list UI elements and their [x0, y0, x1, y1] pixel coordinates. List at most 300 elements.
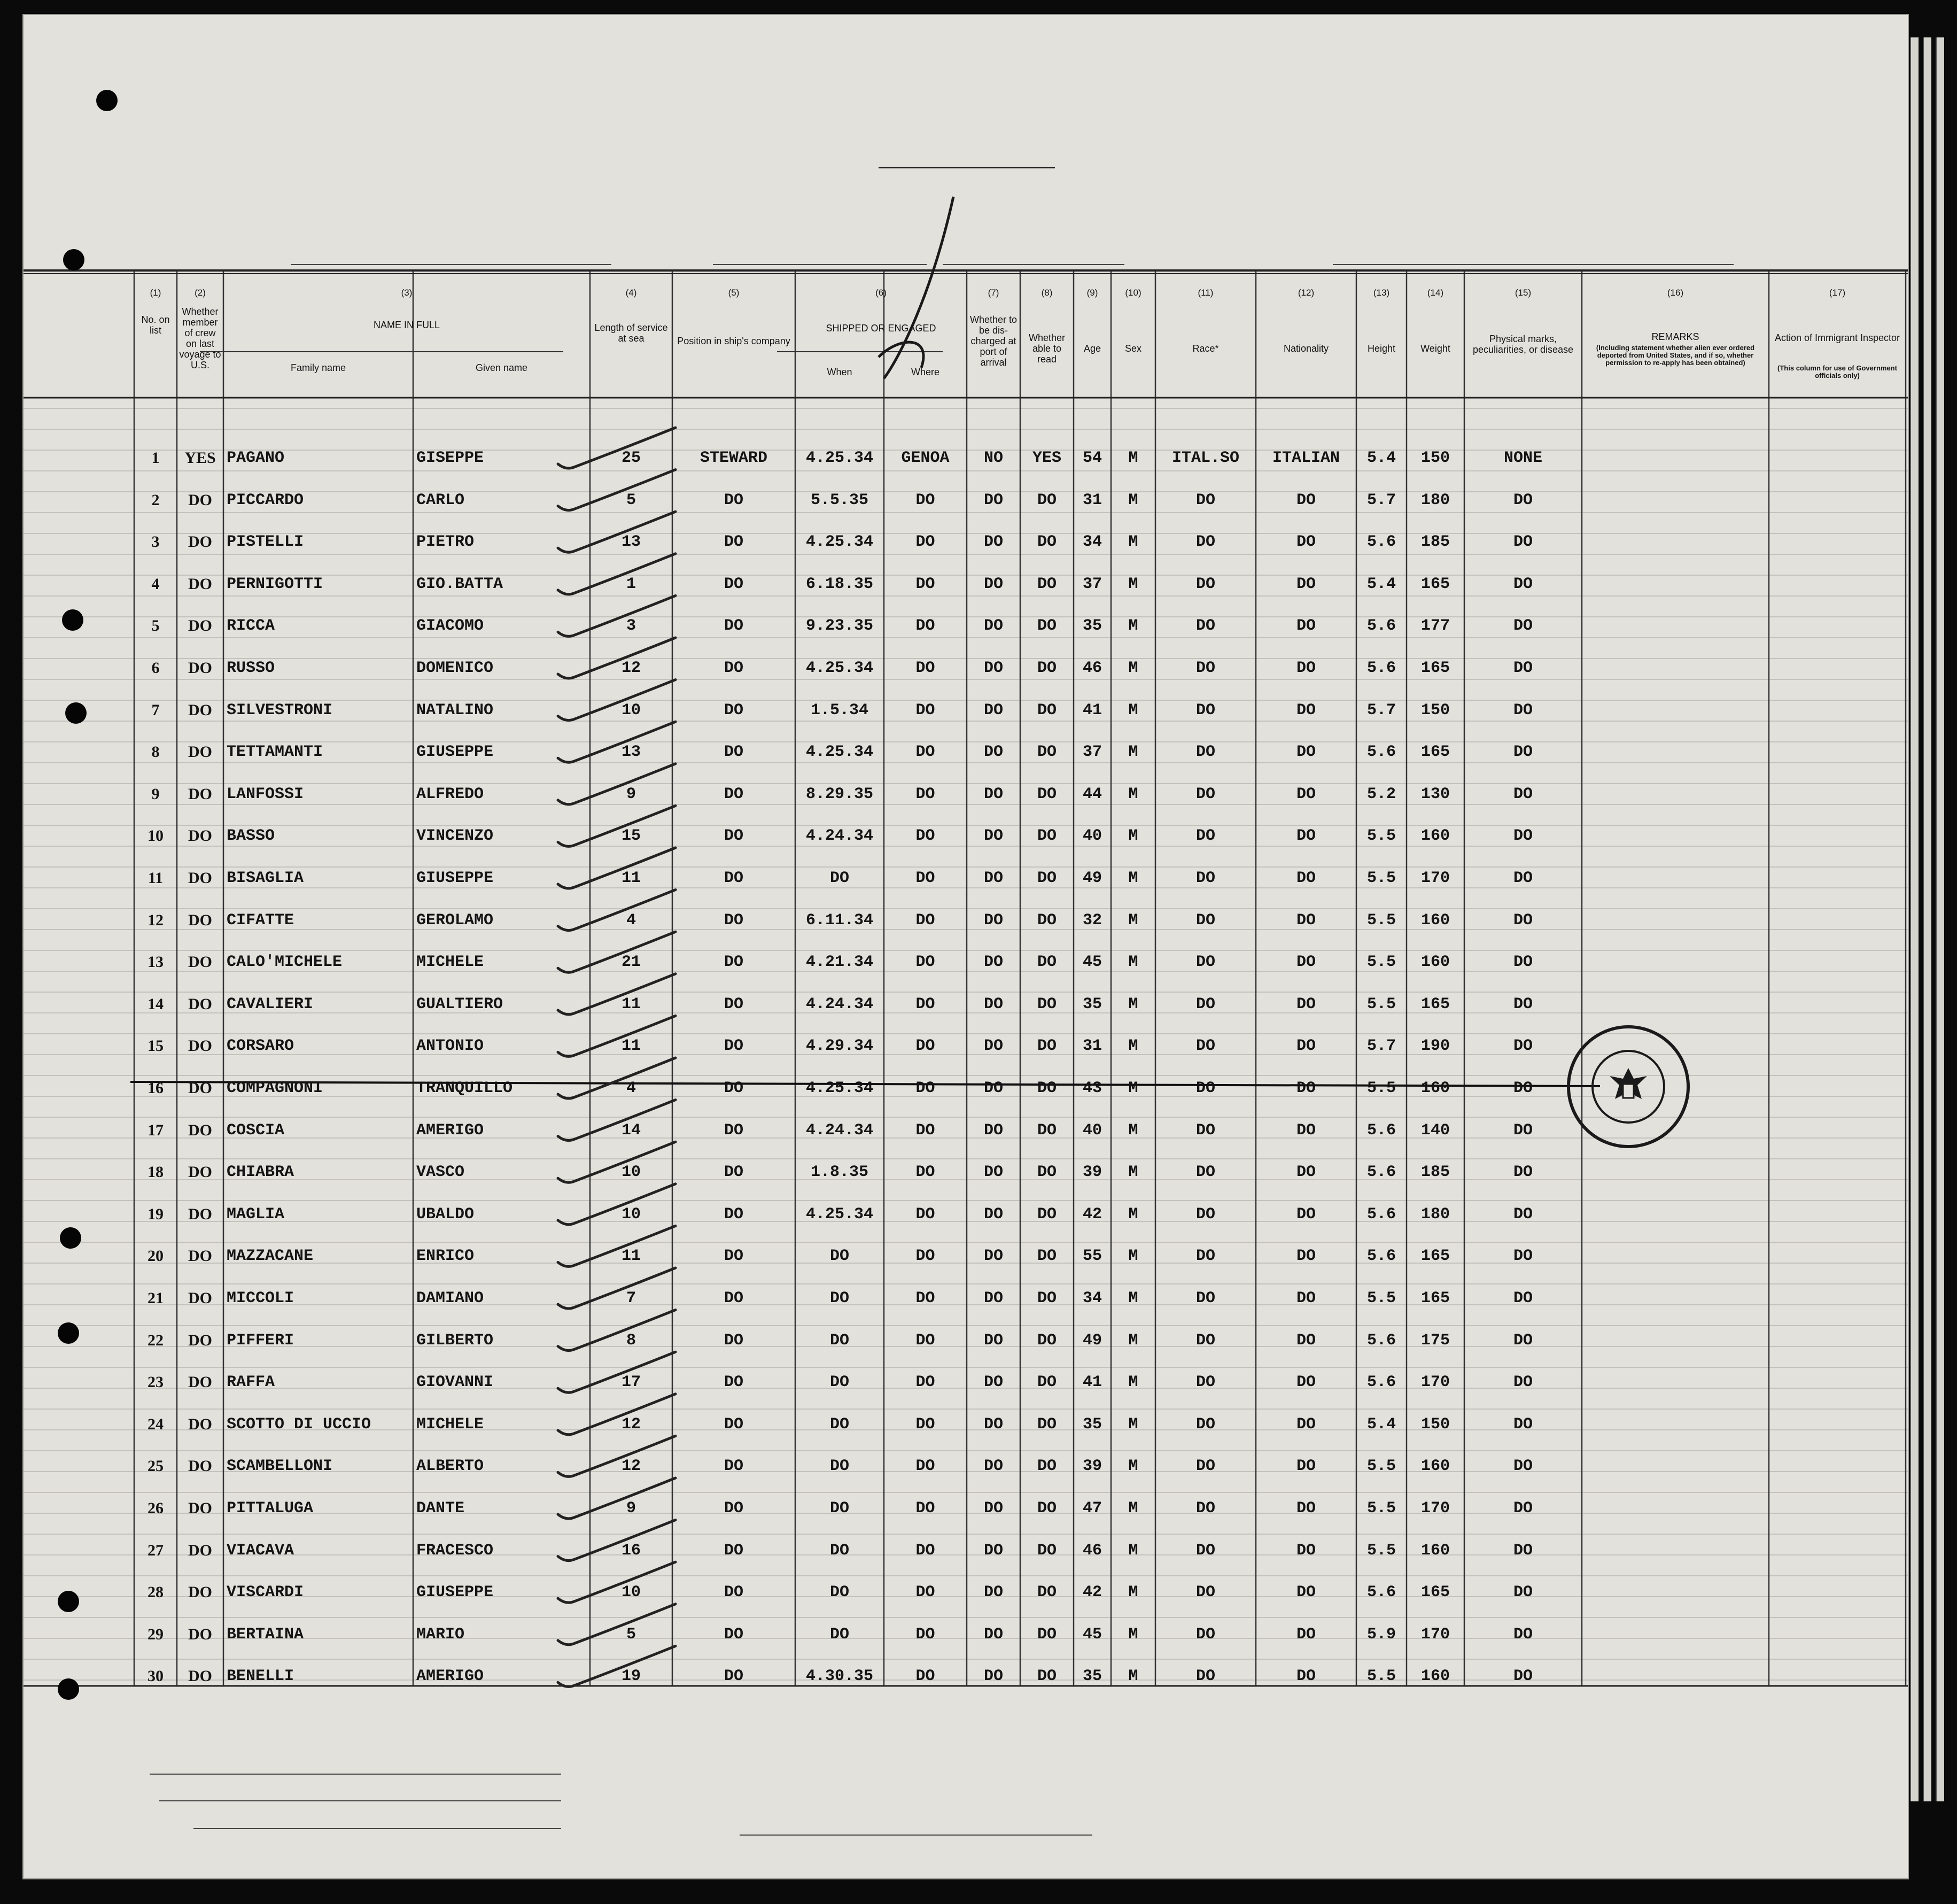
column-header: Position in ship's company — [677, 336, 790, 346]
cell-given: GIUSEPPE — [416, 1583, 494, 1602]
cell-height: 5.7 — [1366, 701, 1396, 719]
cell-length: 11 — [621, 1247, 641, 1266]
cell-race: DO — [1195, 785, 1215, 803]
cell-age: 35 — [1082, 1667, 1102, 1686]
cell-race: DO — [1195, 869, 1215, 887]
cell-position: DO — [724, 659, 743, 677]
cell-disch: DO — [983, 617, 1003, 636]
cell-when: DO — [829, 1583, 849, 1602]
cell-sex: M — [1128, 1289, 1138, 1307]
cell-where: DO — [915, 1163, 935, 1182]
cell-length: 19 — [621, 1667, 641, 1686]
cell-height: 5.6 — [1366, 743, 1396, 762]
cell-sex: M — [1128, 869, 1138, 887]
cell-when: DO — [829, 1499, 849, 1518]
cell-given: FRACESCO — [416, 1541, 494, 1560]
cell-no: 25 — [147, 1457, 164, 1475]
cell-when: DO — [829, 1541, 849, 1560]
cell-given: GUALTIERO — [416, 995, 503, 1013]
cell-where: DO — [915, 575, 935, 593]
cell-height: 5.6 — [1366, 1331, 1396, 1350]
cell-where: DO — [915, 617, 935, 636]
cell-sex: M — [1128, 1121, 1138, 1140]
cell-nat: DO — [1296, 1541, 1316, 1560]
cell-position: STEWARD — [700, 449, 768, 467]
cell-when: 1.5.34 — [810, 701, 869, 719]
column-number: (8) — [1041, 288, 1053, 298]
cell-no: 6 — [151, 659, 160, 677]
cell-marks: DO — [1513, 1247, 1533, 1266]
cell-family: MAGLIA — [227, 1205, 285, 1224]
cell-read: DO — [1037, 1541, 1057, 1560]
cell-marks: DO — [1513, 869, 1533, 887]
cell-when: DO — [829, 1625, 849, 1644]
cell-age: 32 — [1082, 911, 1102, 930]
cell-length: 11 — [621, 995, 641, 1013]
cell-member: DO — [188, 953, 212, 971]
cell-weight: 130 — [1420, 785, 1450, 803]
cell-when: 4.29.34 — [805, 1037, 874, 1056]
cell-read: DO — [1037, 1079, 1057, 1097]
cell-disch: DO — [983, 785, 1003, 803]
cell-nat: DO — [1296, 1499, 1316, 1518]
cell-sex: M — [1128, 491, 1138, 509]
cell-family: VIACAVA — [227, 1541, 294, 1560]
cell-length: 10 — [621, 1163, 641, 1182]
cell-given: AMERIGO — [416, 1667, 484, 1686]
cell-member: DO — [188, 1289, 212, 1307]
cell-weight: 165 — [1420, 575, 1450, 593]
cell-where: DO — [915, 1037, 935, 1056]
cell-height: 5.6 — [1366, 1247, 1396, 1266]
cell-given: VASCO — [416, 1163, 465, 1182]
cell-marks: DO — [1513, 1121, 1533, 1140]
cell-nat: DO — [1296, 533, 1316, 552]
cell-height: 5.2 — [1366, 785, 1396, 803]
cell-given: DAMIANO — [416, 1289, 484, 1307]
cell-height: 5.7 — [1366, 1037, 1396, 1056]
cell-no: 8 — [151, 743, 160, 761]
cell-disch: DO — [983, 1583, 1003, 1602]
cell-length: 13 — [621, 743, 641, 762]
cell-nat: DO — [1296, 491, 1316, 509]
cell-age: 45 — [1082, 953, 1102, 972]
cell-nat: DO — [1296, 1163, 1316, 1182]
cell-position: DO — [724, 1205, 743, 1224]
cell-disch: DO — [983, 1205, 1003, 1224]
cell-sex: M — [1128, 449, 1138, 467]
cell-age: 34 — [1082, 1289, 1102, 1307]
cell-marks: NONE — [1503, 449, 1542, 467]
cell-marks: DO — [1513, 617, 1533, 636]
cell-length: 10 — [621, 701, 641, 719]
cell-disch: DO — [983, 1121, 1003, 1140]
cell-length: 7 — [626, 1289, 636, 1307]
cell-race: DO — [1195, 1331, 1215, 1350]
cell-sex: M — [1128, 827, 1138, 846]
cell-where: DO — [915, 1331, 935, 1350]
column-header-note: (Including statement whether alien ever ordered deported from United States, and if so, whether permission to re-apply has been obtained) — [1596, 344, 1755, 367]
cell-race: DO — [1195, 617, 1215, 636]
cell-weight: 170 — [1420, 1499, 1450, 1518]
cell-no: 5 — [151, 617, 160, 635]
cell-given: MICHELE — [416, 1415, 484, 1434]
cell-no: 10 — [147, 827, 164, 845]
cell-read: DO — [1037, 1247, 1057, 1266]
cell-height: 5.9 — [1366, 1625, 1396, 1644]
cell-nat: DO — [1296, 1331, 1316, 1350]
cell-read: DO — [1037, 1289, 1057, 1307]
cell-position: DO — [724, 1415, 743, 1434]
cell-no: 16 — [147, 1079, 164, 1097]
cell-read: DO — [1037, 1331, 1057, 1350]
cell-weight: 165 — [1420, 1583, 1450, 1602]
cell-disch: DO — [983, 1625, 1003, 1644]
punch-hole — [60, 1227, 81, 1249]
cell-no: 30 — [147, 1667, 164, 1685]
cell-age: 37 — [1082, 575, 1102, 593]
cell-when: DO — [829, 1373, 849, 1392]
cell-given: GILBERTO — [416, 1331, 494, 1350]
cell-when: DO — [829, 1415, 849, 1434]
cell-member: DO — [188, 1625, 212, 1643]
cell-length: 11 — [621, 869, 641, 887]
cell-disch: DO — [983, 1289, 1003, 1307]
cell-weight: 165 — [1420, 1289, 1450, 1307]
cell-position: DO — [724, 1331, 743, 1350]
cell-sex: M — [1128, 1373, 1138, 1392]
cell-given: GISEPPE — [416, 449, 484, 467]
cell-no: 20 — [147, 1247, 164, 1265]
cell-member: DO — [188, 1205, 212, 1223]
cell-given: TRANQUILLO — [416, 1079, 513, 1097]
cell-disch: DO — [983, 1079, 1003, 1097]
cell-read: DO — [1037, 1163, 1057, 1182]
column-header: SHIPPED OR ENGAGED — [826, 323, 936, 334]
cell-disch: DO — [983, 743, 1003, 762]
cell-family: MICCOLI — [227, 1289, 294, 1307]
cell-race: DO — [1195, 1247, 1215, 1266]
cell-race: DO — [1195, 1457, 1215, 1476]
cell-sex: M — [1128, 1583, 1138, 1602]
column-header: Family name — [290, 362, 346, 373]
cell-length: 16 — [621, 1541, 641, 1560]
cell-marks: DO — [1513, 911, 1533, 930]
cell-weight: 180 — [1420, 491, 1450, 509]
cell-given: DANTE — [416, 1499, 465, 1518]
cell-race: DO — [1195, 1541, 1215, 1560]
cell-marks: DO — [1513, 1163, 1533, 1182]
cell-read: DO — [1037, 617, 1057, 636]
column-number: (17) — [1829, 288, 1846, 298]
cell-member: DO — [188, 1121, 212, 1139]
cell-family: BENELLI — [227, 1667, 294, 1686]
cell-no: 21 — [147, 1289, 164, 1307]
cell-height: 5.5 — [1366, 1079, 1396, 1097]
cell-given: ENRICO — [416, 1247, 475, 1266]
cell-when: DO — [829, 869, 849, 887]
cell-read: DO — [1037, 995, 1057, 1013]
cell-where: DO — [915, 491, 935, 509]
cell-given: MICHELE — [416, 953, 484, 972]
cell-height: 5.6 — [1366, 659, 1396, 677]
cell-length: 21 — [621, 953, 641, 972]
cell-nat: DO — [1296, 617, 1316, 636]
cell-family: PIFFERI — [227, 1331, 294, 1350]
cell-height: 5.6 — [1366, 617, 1396, 636]
cell-disch: DO — [983, 701, 1003, 719]
cell-sex: M — [1128, 911, 1138, 930]
cell-race: DO — [1195, 953, 1215, 972]
cell-length: 14 — [621, 1121, 641, 1140]
cell-length: 13 — [621, 533, 641, 552]
column-number: (11) — [1198, 288, 1214, 298]
cell-when: 9.23.35 — [805, 617, 874, 636]
cell-nat: DO — [1296, 1625, 1316, 1644]
cell-where: DO — [915, 1205, 935, 1224]
column-number: (10) — [1125, 288, 1141, 298]
cell-height: 5.5 — [1366, 827, 1396, 846]
cell-when: 6.11.34 — [805, 911, 874, 930]
column-header: Whether able to read — [1028, 332, 1066, 365]
column-header: No. on list — [141, 314, 170, 336]
cell-position: DO — [724, 1583, 743, 1602]
cell-nat: DO — [1296, 1583, 1316, 1602]
cell-family: CHIABRA — [227, 1163, 294, 1182]
cell-disch: DO — [983, 1457, 1003, 1476]
cell-weight: 185 — [1420, 1163, 1450, 1182]
cell-no: 12 — [147, 911, 164, 929]
cell-read: DO — [1037, 575, 1057, 593]
cell-where: DO — [915, 1541, 935, 1560]
cell-marks: DO — [1513, 1289, 1533, 1307]
cell-when: 6.18.35 — [805, 575, 874, 593]
cell-member: DO — [188, 911, 212, 929]
cell-member: DO — [188, 1667, 212, 1685]
cell-nat: DO — [1296, 1079, 1316, 1097]
cell-age: 35 — [1082, 617, 1102, 636]
cell-where: DO — [915, 1121, 935, 1140]
cell-weight: 165 — [1420, 1247, 1450, 1266]
cell-race: DO — [1195, 827, 1215, 846]
column-number: (3) — [401, 288, 413, 298]
cell-position: DO — [724, 995, 743, 1013]
column-header: Action of Immigrant Inspector — [1774, 332, 1900, 343]
cell-when: 1.8.35 — [810, 1163, 869, 1182]
cell-marks: DO — [1513, 491, 1533, 509]
cell-read: DO — [1037, 1583, 1057, 1602]
cell-length: 11 — [621, 1037, 641, 1056]
cell-no: 26 — [147, 1499, 164, 1517]
column-header: Whether member of crew on last voyage to U.S. — [179, 306, 221, 370]
cell-race: DO — [1195, 1373, 1215, 1392]
cell-where: DO — [915, 533, 935, 552]
column-number: (14) — [1427, 288, 1444, 298]
cell-sex: M — [1128, 701, 1138, 719]
cell-given: DOMENICO — [416, 659, 494, 677]
cell-position: DO — [724, 953, 743, 972]
cell-weight: 160 — [1420, 1079, 1450, 1097]
cell-member: DO — [188, 1541, 212, 1559]
cell-marks: DO — [1513, 701, 1533, 719]
cell-race: DO — [1195, 1289, 1215, 1307]
cell-given: GIO.BATTA — [416, 575, 503, 593]
cell-height: 5.5 — [1366, 1457, 1396, 1476]
cell-where: DO — [915, 995, 935, 1013]
cell-member: DO — [188, 1457, 212, 1475]
cell-sex: M — [1128, 575, 1138, 593]
cell-position: DO — [724, 491, 743, 509]
cell-nat: DO — [1296, 743, 1316, 762]
cell-position: DO — [724, 1373, 743, 1392]
cell-when: 4.25.34 — [805, 533, 874, 552]
cell-where: DO — [915, 827, 935, 846]
cell-nat: DO — [1296, 1247, 1316, 1266]
cell-disch: DO — [983, 533, 1003, 552]
cell-read: DO — [1037, 701, 1057, 719]
cell-sex: M — [1128, 533, 1138, 552]
cell-race: DO — [1195, 701, 1215, 719]
cell-when: 4.21.34 — [805, 953, 874, 972]
cell-age: 49 — [1082, 1331, 1102, 1350]
cell-when: DO — [829, 1289, 849, 1307]
cell-nat: DO — [1296, 953, 1316, 972]
cell-family: PITTALUGA — [227, 1499, 314, 1518]
cell-where: DO — [915, 1583, 935, 1602]
cell-height: 5.6 — [1366, 1121, 1396, 1140]
cell-when: 4.25.34 — [805, 1205, 874, 1224]
cell-position: DO — [724, 1499, 743, 1518]
cell-marks: DO — [1513, 995, 1533, 1013]
cell-age: 46 — [1082, 1541, 1102, 1560]
cell-position: DO — [724, 1625, 743, 1644]
cell-weight: 160 — [1420, 827, 1450, 846]
cell-marks: DO — [1513, 743, 1533, 762]
cell-given: AMERIGO — [416, 1121, 484, 1140]
cell-position: DO — [724, 701, 743, 719]
cell-position: DO — [724, 1541, 743, 1560]
cell-no: 4 — [151, 575, 160, 593]
cell-where: DO — [915, 1415, 935, 1434]
cell-family: SILVESTRONI — [227, 701, 333, 719]
cell-height: 5.5 — [1366, 1667, 1396, 1686]
cell-height: 5.6 — [1366, 1163, 1396, 1182]
column-header: Whether to be dis-charged at port of arrival — [969, 314, 1018, 368]
cell-read: DO — [1037, 911, 1057, 930]
cell-length: 12 — [621, 659, 641, 677]
cell-read: DO — [1037, 953, 1057, 972]
cell-nat: DO — [1296, 995, 1316, 1013]
cell-read: DO — [1037, 1205, 1057, 1224]
cell-age: 34 — [1082, 533, 1102, 552]
cell-race: DO — [1195, 1499, 1215, 1518]
cell-no: 19 — [147, 1205, 164, 1223]
cell-position: DO — [724, 1037, 743, 1056]
cell-family: SCOTTO DI UCCIO — [227, 1415, 371, 1434]
cell-no: 2 — [151, 491, 160, 509]
cell-family: PERNIGOTTI — [227, 575, 323, 593]
cell-read: DO — [1037, 1121, 1057, 1140]
cell-nat: DO — [1296, 1373, 1316, 1392]
cell-sex: M — [1128, 659, 1138, 677]
cell-age: 41 — [1082, 1373, 1102, 1392]
cell-family: RICCA — [227, 617, 275, 636]
cell-weight: 165 — [1420, 995, 1450, 1013]
column-number: (12) — [1298, 288, 1315, 298]
cell-race: DO — [1195, 1667, 1215, 1686]
cell-disch: DO — [983, 1037, 1003, 1056]
cell-disch: DO — [983, 911, 1003, 930]
cell-given: GIACOMO — [416, 617, 484, 636]
cell-age: 42 — [1082, 1205, 1102, 1224]
cell-no: 9 — [151, 785, 160, 803]
cell-position: DO — [724, 1457, 743, 1476]
punch-hole — [63, 249, 84, 270]
cell-age: 55 — [1082, 1247, 1102, 1266]
cell-length: 3 — [626, 617, 636, 636]
cell-family: MAZZACANE — [227, 1247, 314, 1266]
cell-disch: DO — [983, 1667, 1003, 1686]
cell-read: DO — [1037, 491, 1057, 509]
cell-family: COSCIA — [227, 1121, 285, 1140]
cell-marks: DO — [1513, 1331, 1533, 1350]
cell-nat: DO — [1296, 827, 1316, 846]
cell-disch: DO — [983, 995, 1003, 1013]
cell-age: 41 — [1082, 701, 1102, 719]
cell-read: DO — [1037, 1625, 1057, 1644]
cell-disch: DO — [983, 869, 1003, 887]
cell-when: DO — [829, 1247, 849, 1266]
cell-member: DO — [188, 869, 212, 887]
cell-age: 54 — [1082, 449, 1102, 467]
cell-disch: DO — [983, 1415, 1003, 1434]
column-header: Race* — [1192, 343, 1219, 354]
cell-read: DO — [1037, 659, 1057, 677]
cell-no: 22 — [147, 1331, 164, 1349]
cell-when: DO — [829, 1331, 849, 1350]
column-header-note: (This column for use of Government officials only) — [1777, 364, 1897, 380]
cell-age: 49 — [1082, 869, 1102, 887]
cell-sex: M — [1128, 1331, 1138, 1350]
cell-where: DO — [915, 1457, 935, 1476]
cell-race: DO — [1195, 1205, 1215, 1224]
cell-member: DO — [188, 1373, 212, 1391]
cell-family: TETTAMANTI — [227, 743, 323, 762]
cell-nat: DO — [1296, 1037, 1316, 1056]
cell-height: 5.7 — [1366, 491, 1396, 509]
cell-sex: M — [1128, 1541, 1138, 1560]
cell-read: DO — [1037, 1373, 1057, 1392]
cell-race: DO — [1195, 491, 1215, 509]
cell-no: 13 — [147, 953, 164, 971]
cell-member: DO — [188, 659, 212, 677]
cell-height: 5.5 — [1366, 1541, 1396, 1560]
cell-family: VISCARDI — [227, 1583, 304, 1602]
cell-weight: 170 — [1420, 869, 1450, 887]
cell-sex: M — [1128, 1499, 1138, 1518]
cell-read: DO — [1037, 1667, 1057, 1686]
cell-length: 17 — [621, 1373, 641, 1392]
cell-marks: DO — [1513, 533, 1533, 552]
cell-position: DO — [724, 785, 743, 803]
cell-weight: 190 — [1420, 1037, 1450, 1056]
cell-length: 4 — [626, 1079, 636, 1097]
cell-sex: M — [1128, 1625, 1138, 1644]
cell-family: BISAGLIA — [227, 869, 304, 887]
cell-member: DO — [188, 1079, 212, 1097]
cell-weight: 160 — [1420, 911, 1450, 930]
cell-position: DO — [724, 617, 743, 636]
